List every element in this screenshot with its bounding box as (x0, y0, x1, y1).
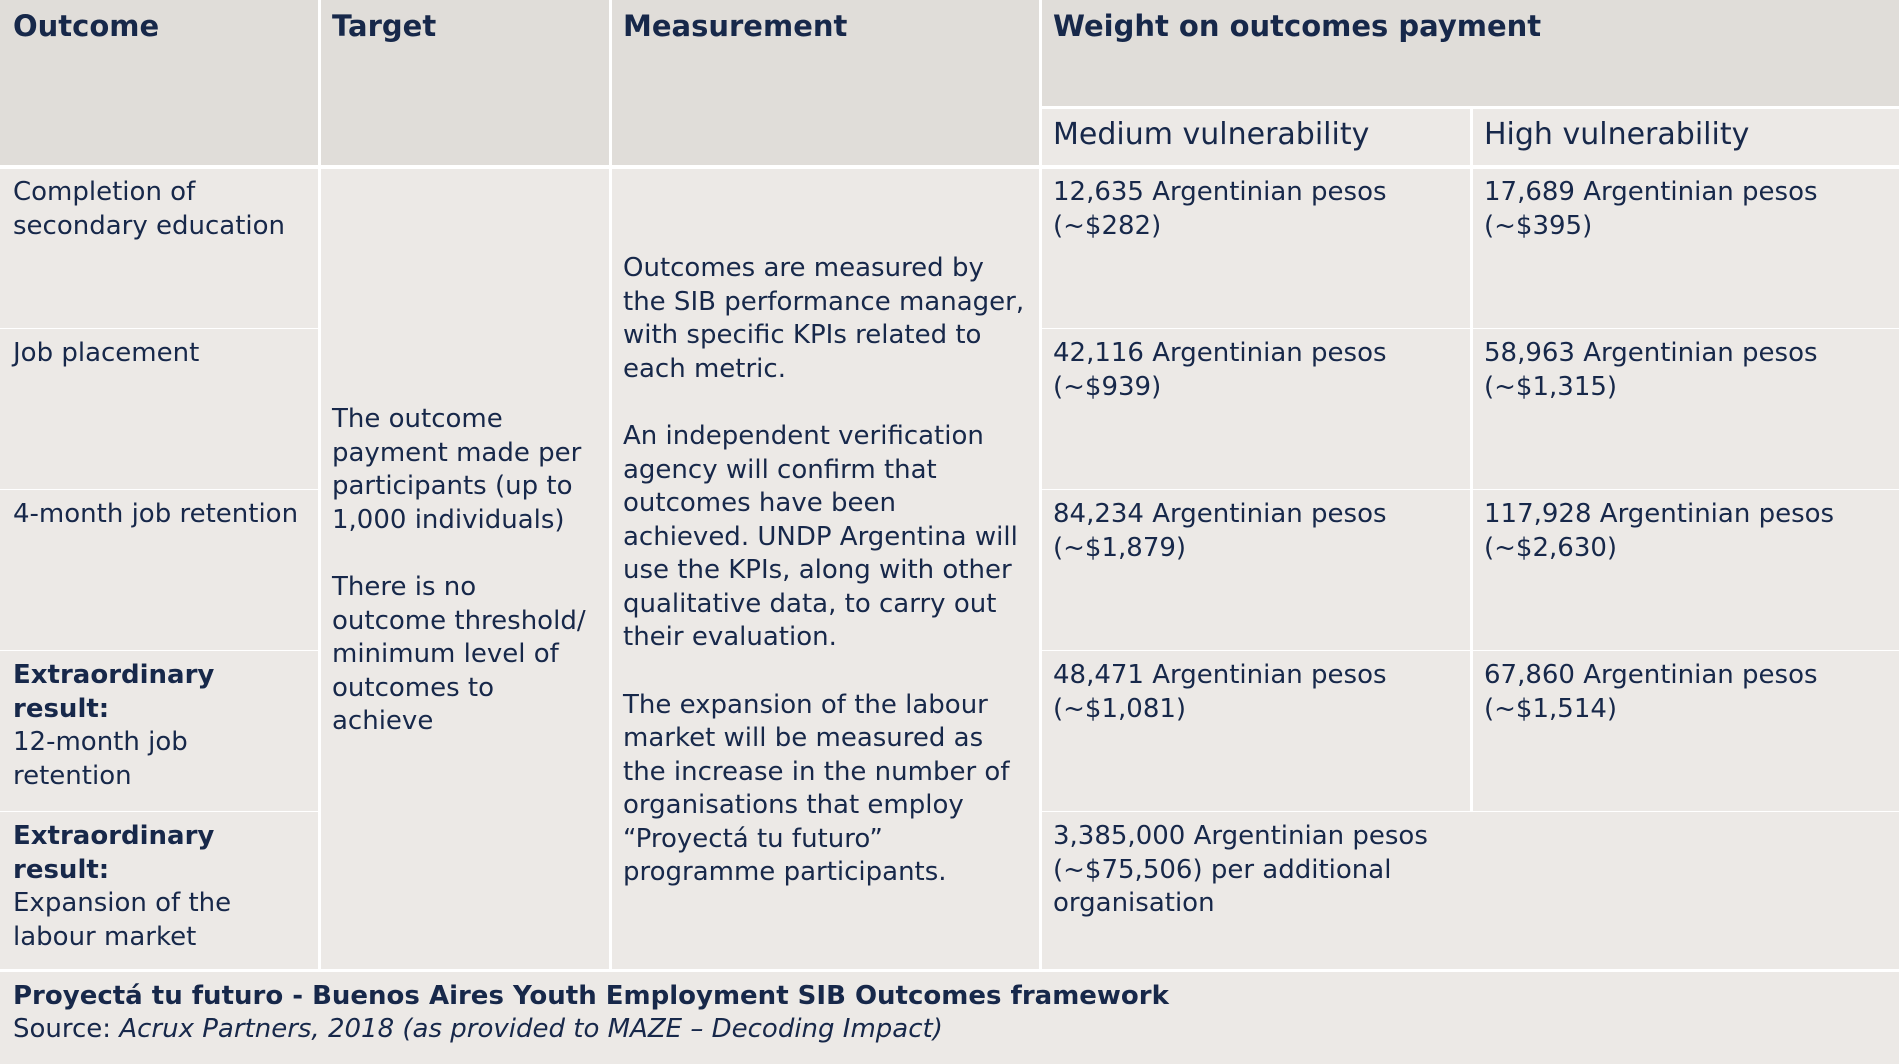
divider (0, 489, 319, 490)
medium-cell-2: 42,116 Argentinian pesos (~$939) (1053, 338, 1387, 402)
outcome-cell-1: Completion of secondary education (13, 177, 286, 241)
medium-cell-1: 12,635 Argentinian pesos (~$282) (1053, 177, 1387, 241)
divider (1040, 489, 1899, 490)
target-paragraph-1: The outcome payment made per participants (up to 1,000 individuals) (332, 404, 582, 535)
divider (1470, 106, 1473, 811)
outcome-cell-3: 4-month job retention (13, 499, 299, 529)
header-high-vulnerability: High vulnerability (1471, 109, 1899, 166)
header-measurement: Measurement (610, 0, 1040, 165)
target-cell (319, 168, 610, 970)
caption-title: Proyectá tu futuro - Buenos Aires Youth Employment SIB Outcomes framework (13, 981, 1169, 1011)
divider (1040, 328, 1899, 329)
header-weight: Weight on outcomes payment (1040, 0, 1899, 106)
caption-source-text: Acrux Partners, 2018 (as provided to MAZE – Decoding Impact) (119, 1014, 943, 1044)
high-cell-2: 58,963 Argentinian pesos (~$1,315) (1484, 338, 1818, 402)
divider (0, 650, 319, 651)
divider (609, 0, 612, 970)
divider (0, 165, 1899, 169)
medium-cell-3: 84,234 Argentinian pesos (~$1,879) (1053, 499, 1387, 563)
medium-cell-4: 48,471 Argentinian pesos (~$1,081) (1053, 660, 1387, 724)
divider (318, 0, 321, 970)
high-cell-4: 67,860 Argentinian pesos (~$1,514) (1484, 660, 1818, 724)
header-target: Target (319, 0, 610, 165)
header-outcome: Outcome (0, 0, 319, 165)
caption-source: Source: Acrux Partners, 2018 (as provided to MAZE – Decoding Impact) (13, 1014, 943, 1044)
divider (1040, 811, 1899, 812)
header-medium-vulnerability: Medium vulnerability (1040, 109, 1471, 166)
divider (1040, 650, 1899, 651)
weight-merged-cell: 3,385,000 Argentinian pesos (~$75,506) per additional organisation (1053, 821, 1428, 918)
measurement-paragraph-2: An independent verification agency will confirm that outcomes have been achieved. UNDP Argentina will use the KPIs, along with other qualitative data, to carry out their evaluation. (623, 421, 1018, 652)
divider (0, 328, 319, 329)
divider (0, 811, 319, 812)
measurement-paragraph-1: Outcomes are measured by the SIB performance manager, with specific KPIs related to each metric. (623, 253, 1025, 384)
high-cell-3: 117,928 Argentinian pesos (~$2,630) (1484, 499, 1835, 563)
outcome-cell-5: Extraordinary result: Expansion of the labour market (13, 821, 232, 952)
table-caption (0, 972, 1899, 1064)
outcome-cell-2: Job placement (13, 338, 200, 368)
divider (1039, 0, 1042, 970)
high-cell-1: 17,689 Argentinian pesos (~$395) (1484, 177, 1818, 241)
measurement-cell (610, 168, 1040, 970)
outcome-cell-4: Extraordinary result: 12-month job retention (13, 660, 215, 791)
measurement-paragraph-3: The expansion of the labour market will be measured as the increase in the number of organisations that employ “Proyectá tu futuro” programme participants. (623, 689, 1010, 887)
divider (1040, 106, 1899, 109)
target-paragraph-2: There is no outcome threshold/ minimum level of outcomes to achieve (332, 572, 586, 736)
